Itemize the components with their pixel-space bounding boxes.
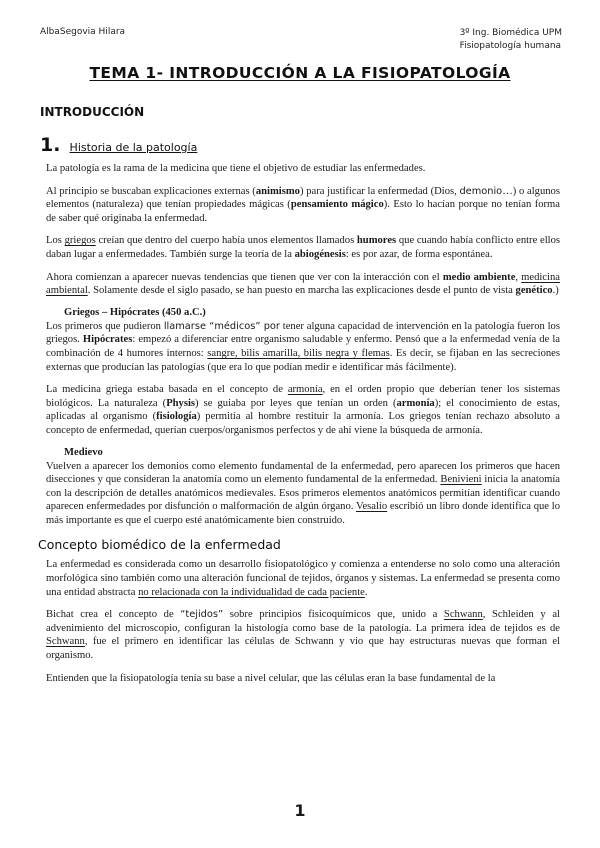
paragraph-7 (46, 460, 560, 528)
header-subject: Fisiopatología humana (459, 41, 562, 51)
text: .) (552, 285, 559, 297)
page-title (0, 64, 600, 82)
text: : empezó a diferenciar entre organismo saludable y enfermo. Pensó que a la enfermedad venía de la combinación de 4 humores internos: (46, 334, 560, 359)
greeks-heading: Griegos – Hipócrates (450 a.C.) (64, 306, 206, 318)
bold-term: animismo (255, 185, 300, 197)
underlined-term: sangre, bilis amarilla, bilis negra y flemas (207, 347, 390, 359)
text: La enfermedad es considerada como un desarrollo fisiopatológico y comienza a entenderse no solo como una alteración morfológica sino también como una alteración funcional de tejidos, órganos y sistemas. La enfermedad se presenta como una entidad abstracta (46, 559, 560, 598)
bold-term: pensamiento mágico (290, 199, 384, 211)
bold-term: abiogénesis (294, 248, 346, 260)
text: Al principio se buscaban explicaciones externas ( (46, 185, 256, 197)
text: Los (46, 235, 65, 247)
underlined-term: no relacionada con la individualidad de cada paciente (138, 586, 365, 598)
page-title-text: TEMA 1- INTRODUCCIÓN A LA FISIOPATOLOGÍA (89, 64, 511, 82)
paragraph-3 (46, 234, 560, 261)
text: Ahora comienzan a aparecer nuevas tendencias que tienen que ver con la interacción con el (46, 271, 443, 283)
underlined-term: medicina ambiental (46, 271, 560, 297)
text: ) permitía al hombre restituir la armonía. Los griegos tenían rechazo absoluto a concepto de enfermedad, querían cuerpos/organismos perfectos y de ahí viene la búsqueda de armonía. (46, 411, 561, 436)
text: que cuando había conflicto entre ellos daban lugar a enfermedades. También surge la teoría de la (46, 235, 560, 260)
text: escribió un libro donde identifica que lo más importante es que el cuerpo esté anatómicamente bien construido. (46, 501, 560, 526)
header-course: 3º Ing. Biomédica UPM (459, 28, 562, 38)
section-1-heading (40, 134, 197, 156)
text: , Schleiden y al advenimiento del microscopio, configuran la histología como base de la patología. La primera idea de tejidos es de (46, 609, 561, 634)
text: inicia la anatomía con la descripción de detalles anatómicos medievales. Esos primeros elementos anatómicos permitían identificar cuando aparecen enfermedades por disfunción o malformación de algún órgano. (46, 474, 560, 513)
text: , (515, 271, 522, 283)
text: Bichat crea el concepto de (46, 609, 181, 621)
bold-term: Physis (166, 397, 196, 409)
bold-term: humores (356, 235, 397, 247)
paragraph-2 (46, 185, 560, 226)
handwritten-text: llamarse “médicos” por (163, 320, 280, 332)
paragraph-8 (46, 558, 560, 599)
text: …) o algunos elementos (naturaleza) que tenían propiedades mágicas ( (46, 185, 560, 211)
paragraph-10: Entienden que la fisiopatología tenía su base a nivel celular, que las células eran la base fundamental de la (46, 672, 496, 684)
text: tener alguna capacidad de intervención en la patología fueron los griegos. (46, 320, 560, 346)
underlined-term: Vesalio (355, 501, 388, 513)
text: ). Esto lo hacían porque no tenían forma de saber qué originaba la enfermedad. (46, 199, 560, 224)
bold-term: medio ambiente (442, 271, 516, 283)
text: ) se guiaba por leyes que tenían un orden ( (195, 397, 397, 409)
intro-heading: INTRODUCCIÓN (40, 105, 145, 119)
underlined-term: armonía (287, 384, 323, 396)
bold-term: genético (515, 285, 553, 297)
section-1-number: 1. (40, 134, 61, 156)
bold-term: armonía (396, 397, 435, 409)
medieval-heading: Medievo (64, 446, 103, 458)
header-author: AlbaSegovia Hilara (40, 27, 126, 37)
text: . Solamente desde el siglo pasado, se han puesto en marcha las explicaciones desde el punto de vista (87, 285, 516, 297)
text: ) para justificar la enfermedad (Dios, (299, 185, 460, 197)
text: La medicina griega estaba basada en el concepto de (46, 384, 288, 396)
paragraph-4 (46, 271, 560, 298)
underlined-term: Schwann (443, 609, 483, 621)
paragraph-9 (46, 608, 560, 662)
bold-term: fisiología (156, 411, 197, 423)
header-right (460, 27, 562, 53)
text: . (364, 586, 368, 598)
text: Vuelven a aparecer los demonios como elemento fundamental de la enfermedad, pero aparecen los primeros que hacen disecciones y que consideran la anatomía como un elemento fundamental de la enfermedad. (46, 460, 560, 486)
text: . Es decir, se fijaban en las secreciones externas que producían las patologías (que era lo que podían medir e identificar más fácilmente). (46, 347, 560, 373)
handwritten-word: demonio (459, 185, 503, 197)
underlined-term: Schwann (46, 636, 85, 648)
text: Los primeros que pudieron (46, 320, 164, 332)
underlined-term: Benivieni (440, 474, 482, 486)
text: , en el orden propio que deberían tener los sistemas biológicos. La naturaleza ( (46, 384, 560, 409)
paragraph-5 (46, 320, 560, 374)
text: ); el conocimiento de estas, aplicadas al organismo ( (46, 397, 560, 423)
text: creían que dentro del cuerpo había unos elementos llamados (95, 235, 357, 247)
handwritten-word: “tejidos” (180, 609, 224, 621)
underlined-term: griegos (64, 235, 96, 247)
text: sobre principios fisicoquímicos que, unido a (223, 609, 444, 621)
paragraph-6 (46, 383, 560, 437)
paragraph-1: La patología es la rama de la medicina que tiene el objetivo de estudiar las enfermedades. (46, 163, 426, 174)
text: : es por azar, de forma espontánea. (345, 248, 493, 260)
bold-term: Hipócrates (82, 334, 133, 346)
text: , fue el primero en identificar las células de Schwann y vio que hay estructuras nuevas que forman el organismo. (46, 636, 560, 662)
page-number: 1 (294, 801, 306, 820)
concept-heading: Concepto biomédico de la enfermedad (38, 537, 281, 553)
section-1-label: Historia de la patología (69, 141, 198, 154)
document-body (38, 162, 561, 694)
